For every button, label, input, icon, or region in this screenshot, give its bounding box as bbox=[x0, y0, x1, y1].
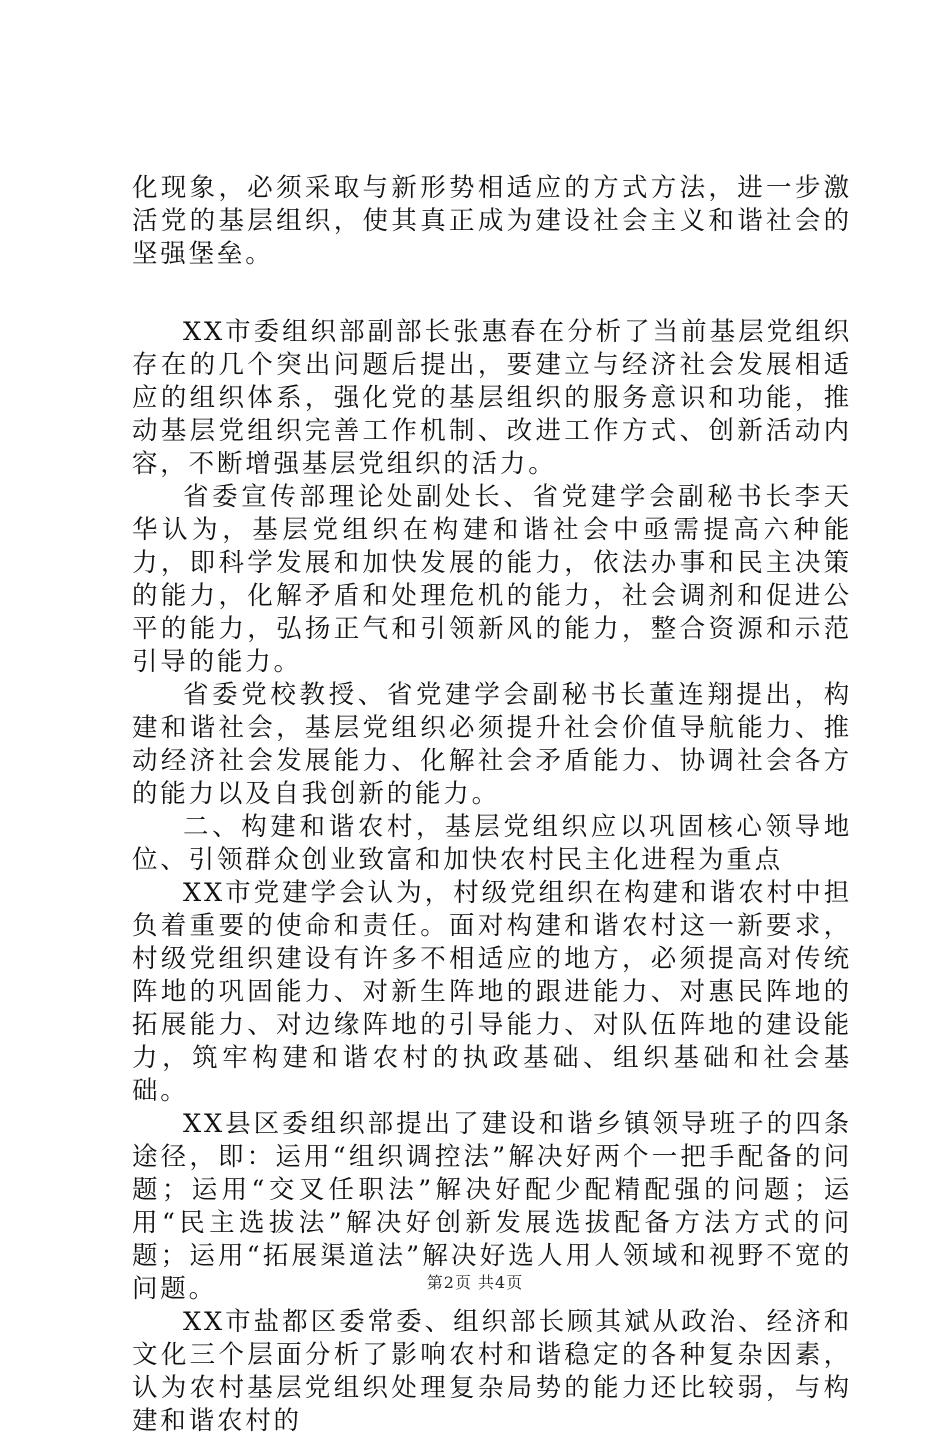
paragraph-continuation: 化现象，必须采取与新形势相适应的方式方法，进一步激活党的基层组织，使其真正成为建设社会主义和谐社会的坚强堡垒。 bbox=[132, 173, 852, 269]
paragraph-county-organization: XX县区委组织部提出了建设和谐乡镇领导班子的四条途径，即：运用“组织调控法”解决好两个一把手配备的问题；运用“交叉任职法”解决好配少配精配强的问题；运用“民主选拔法”解决好创新发展选拔配备方法方式的问题；运用“拓展渠道法”解决好选人用人领域和视野不宽的问题。 bbox=[132, 1109, 852, 1304]
paragraph-gu-qibin: XX市盐都区委常委、组织部长顾其斌从政治、经济和文化三个层面分析了影响农村和谐稳定的各种复杂因素，认为农村基层党组织处理复杂局势的能力还比较弱，与构建和谐农村的 bbox=[132, 1307, 852, 1436]
document-body bbox=[132, 172, 852, 1438]
page-footer: 第2页 共4页 bbox=[426, 1273, 524, 1292]
paragraph-party-building-society: XX市党建学会认为，村级党组织在构建和谐农村中担负着重要的使命和责任。面对构建和谐农村这一新要求，村级党组织建设有许多不相适应的地方，必须提高对传统阵地的巩固能力、对新生阵地的跟进能力、对惠民阵地的拓展能力、对边缘阵地的引导能力、对队伍阵地的建设能力，筑牢构建和谐农村的执政基础、组织基础和社会基础。 bbox=[132, 878, 852, 1106]
paragraph-spacer bbox=[132, 271, 852, 316]
paragraph-li-tianhua: 省委宣传部理论处副处长、省党建学会副秘书长李天华认为，基层党组织在构建和谐社会中亟需提高六种能力，即科学发展和加快发展的能力，依法办事和民主决策的能力，化解矛盾和处理危机的能力，社会调剂和促进公平的能力，弘扬正气和引领新风的能力，整合资源和示范引导的能力。 bbox=[132, 482, 852, 677]
paragraph-zhang-huichun: XX市委组织部副部长张惠春在分析了当前基层党组织存在的几个突出问题后提出，要建立与经济社会发展相适应的组织体系，强化党的基层组织的服务意识和功能，推动基层党组织完善工作机制、改进工作方式、创新活动内容，不断增强基层党组织的活力。 bbox=[132, 317, 852, 479]
section-heading-two: 二、构建和谐农村，基层党组织应以巩固核心领导地位、引领群众创业致富和加快农村民主化进程为重点 bbox=[132, 812, 852, 875]
paragraph-dong-lianxiang: 省委党校教授、省党建学会副秘书长董连翔提出，构建和谐社会，基层党组织必须提升社会价值导航能力、推动经济社会发展能力、化解社会矛盾能力、协调社会各方的能力以及自我创新的能力。 bbox=[132, 680, 852, 809]
